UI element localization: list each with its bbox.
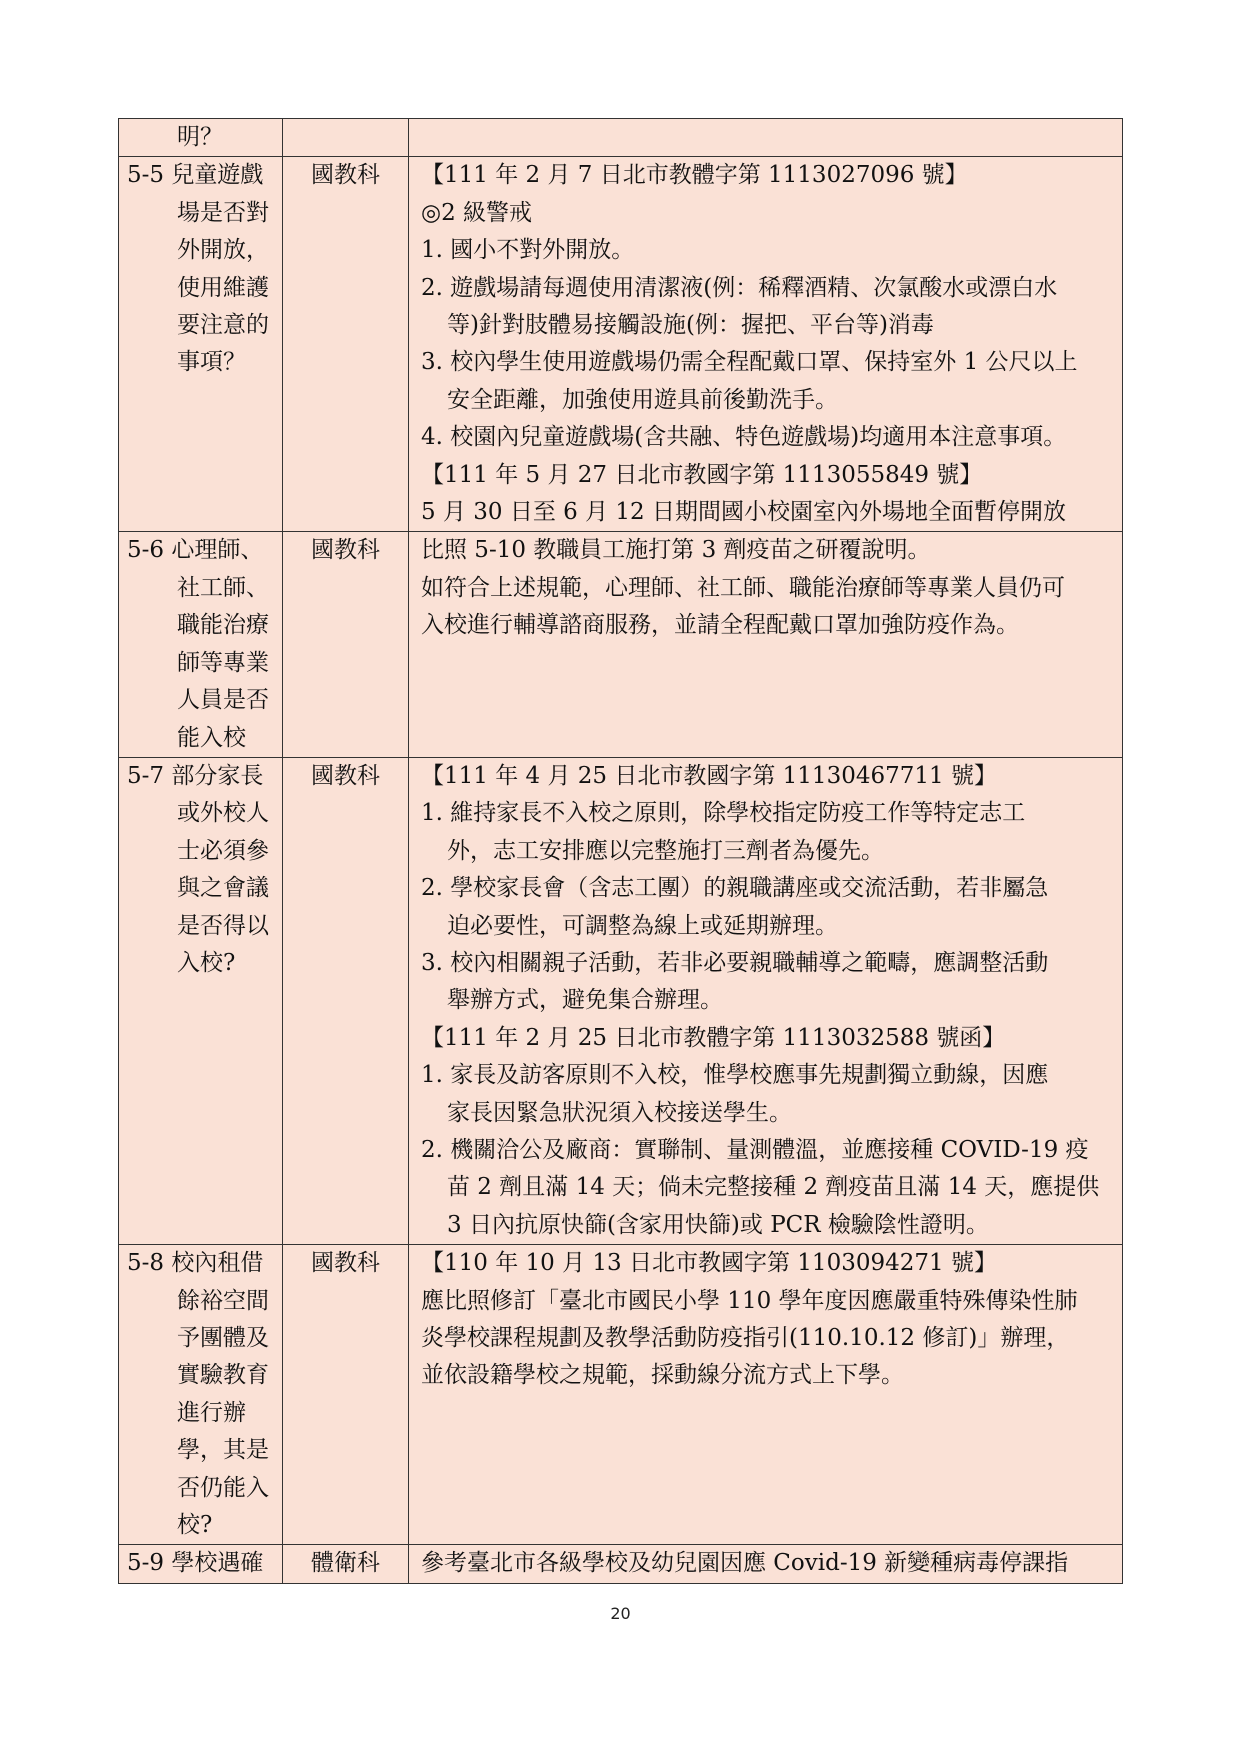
answer-cell: [409, 757, 1123, 1244]
question-cell: [119, 157, 283, 532]
answer-line: 應比照修訂「臺北市國民小學 110 學年度因應嚴重特殊傳染性肺: [421, 1287, 1078, 1314]
answer-line: 2. 遊戲場請每週使用清潔液(例：稀釋酒精、次氯酸水或漂白水: [421, 274, 1058, 301]
question-cell: [119, 757, 283, 1244]
answer-line: 1. 國小不對外開放。: [421, 237, 635, 264]
question-line: 否仍能入: [177, 1474, 269, 1501]
owner-cell: 國教科: [283, 157, 409, 532]
question-line: 5-8 校內租借: [127, 1250, 264, 1277]
question-line: 予團體及: [177, 1325, 269, 1351]
table-row: [119, 1245, 1123, 1545]
answer-line: 並依設籍學校之規範，採動線分流方式上下學。: [421, 1362, 904, 1389]
question-line: 要注意的: [177, 312, 269, 339]
answer-line: 比照 5-10 教職員工施打第 3 劑疫苗之研覆說明。: [421, 537, 931, 564]
answer-line: 舉辦方式，避免集合辦理。: [447, 987, 723, 1014]
question-line: 進行辦: [177, 1399, 246, 1426]
answer-cell: [409, 157, 1123, 532]
answer-cell: [409, 1545, 1123, 1583]
owner-cell: 國教科: [283, 532, 409, 757]
question-line: 職能治療: [177, 612, 269, 639]
answer-line: 參考臺北市各級學校及幼兒園因應 Covid-19 新變種病毒停課指: [421, 1550, 1069, 1577]
question-line: 5-6 心理師、: [127, 537, 264, 564]
question-line: 人員是否: [177, 687, 269, 714]
answer-line: 2. 學校家長會（含志工團）的親職講座或交流活動，若非屬急: [421, 875, 1049, 902]
question-cell: [119, 1245, 283, 1545]
question-line: 是否得以: [177, 912, 269, 939]
question-line: 5-9 學校遇確: [127, 1550, 264, 1577]
table-row: [119, 757, 1123, 1244]
answer-line: 苗 2 劑且滿 14 天；倘未完整接種 2 劑疫苗且滿 14 天，應提供: [447, 1174, 1100, 1201]
question-line: 5-5 兒童遊戲: [127, 162, 264, 189]
answer-cell: [409, 1245, 1123, 1545]
answer-line: 安全距離，加強使用遊具前後勤洗手。: [447, 386, 838, 413]
question-line: 學，其是: [177, 1437, 269, 1464]
question-cell: [119, 1545, 283, 1583]
answer-line: 3 日內抗原快篩(含家用快篩)或 PCR 檢驗陰性證明。: [447, 1211, 989, 1238]
owner-cell: 國教科: [283, 1245, 409, 1545]
answer-line: 1. 家長及訪客原則不入校，惟學校應事先規劃獨立動線，因應: [421, 1062, 1049, 1089]
table-row: [119, 1545, 1123, 1583]
answer-line: 等)針對肢體易接觸設施(例：握把、平台等)消毒: [447, 312, 934, 339]
answer-line: 入校進行輔導諮商服務，並請全程配戴口罩加強防疫作為。: [421, 612, 1019, 639]
question-line: 或外校人: [177, 800, 269, 827]
answer-line: 【111 年 2 月 7 日北市教體字第 1113027096 號】: [421, 162, 968, 189]
answer-line: 1. 維持家長不入校之原則，除學校指定防疫工作等特定志工: [421, 800, 1026, 827]
answer-line: 【111 年 4 月 25 日北市教國字第 11130467711 號】: [421, 762, 997, 789]
answer-line: 【111 年 5 月 27 日北市教國字第 1113055849 號】: [421, 461, 983, 488]
question-line: 師等專業: [177, 649, 269, 676]
question-line: 場是否對: [177, 199, 269, 226]
question-line: 明？: [177, 124, 223, 150]
answer-line: 家長因緊急狀況須入校接送學生。: [447, 1099, 792, 1126]
answer-cell: [409, 532, 1123, 757]
owner-cell: 國教科: [283, 757, 409, 1244]
faq-table: [118, 118, 1123, 1584]
answer-cell: [409, 119, 1123, 157]
question-line: 入校?: [177, 949, 236, 976]
table-row: [119, 119, 1123, 157]
answer-line: 4. 校園內兒童遊戲場(含共融、特色遊戲場)均適用本注意事項。: [421, 424, 1067, 451]
owner-cell: 體衛科: [283, 1545, 409, 1583]
question-line: 餘裕空間: [177, 1287, 269, 1314]
table-row: [119, 157, 1123, 532]
answer-line: 外，志工安排應以完整施打三劑者為優先。: [447, 837, 884, 864]
answer-line: 3. 校內學生使用遊戲場仍需全程配戴口罩、保持室外 1 公尺以上: [421, 349, 1078, 376]
answer-line: 【110 年 10 月 13 日北市教國字第 1103094271 號】: [421, 1250, 997, 1277]
question-line: 5-7 部分家長: [127, 762, 264, 789]
question-line: 校?: [177, 1512, 213, 1539]
question-cell: [119, 119, 283, 157]
question-line: 士必須參: [177, 837, 269, 864]
answer-line: 5 月 30 日至 6 月 12 日期間國小校園室內外場地全面暫停開放: [421, 499, 1066, 526]
answer-line: 2. 機關洽公及廠商：實聯制、量測體溫，並應接種 COVID-19 疫: [421, 1136, 1089, 1163]
question-line: 社工師、: [177, 574, 269, 601]
answer-line: 迫必要性，可調整為線上或延期辦理。: [447, 912, 838, 939]
owner-cell: [283, 119, 409, 157]
answer-line: 3. 校內相關親子活動，若非必要親職輔導之範疇，應調整活動: [421, 949, 1049, 976]
question-line: 能入校: [177, 724, 246, 751]
answer-line: 炎學校課程規劃及教學活動防疫指引(110.10.12 修訂)」辦理，: [421, 1325, 1070, 1351]
table-row: [119, 532, 1123, 757]
page-number: 20: [610, 1604, 631, 1623]
question-cell: [119, 532, 283, 757]
question-line: 實驗教育: [177, 1362, 269, 1389]
faq-table-body: [119, 119, 1123, 1584]
question-line: 使用維護: [177, 274, 269, 301]
answer-line: 【111 年 2 月 25 日北市教體字第 1113032588 號函】: [421, 1024, 1006, 1051]
question-line: 外開放，: [177, 237, 269, 264]
answer-line: ◎2 級警戒: [421, 199, 533, 226]
answer-line: 如符合上述規範，心理師、社工師、職能治療師等專業人員仍可: [421, 574, 1065, 601]
question-line: 與之會議: [177, 875, 269, 902]
question-line: 事項？: [177, 349, 246, 376]
